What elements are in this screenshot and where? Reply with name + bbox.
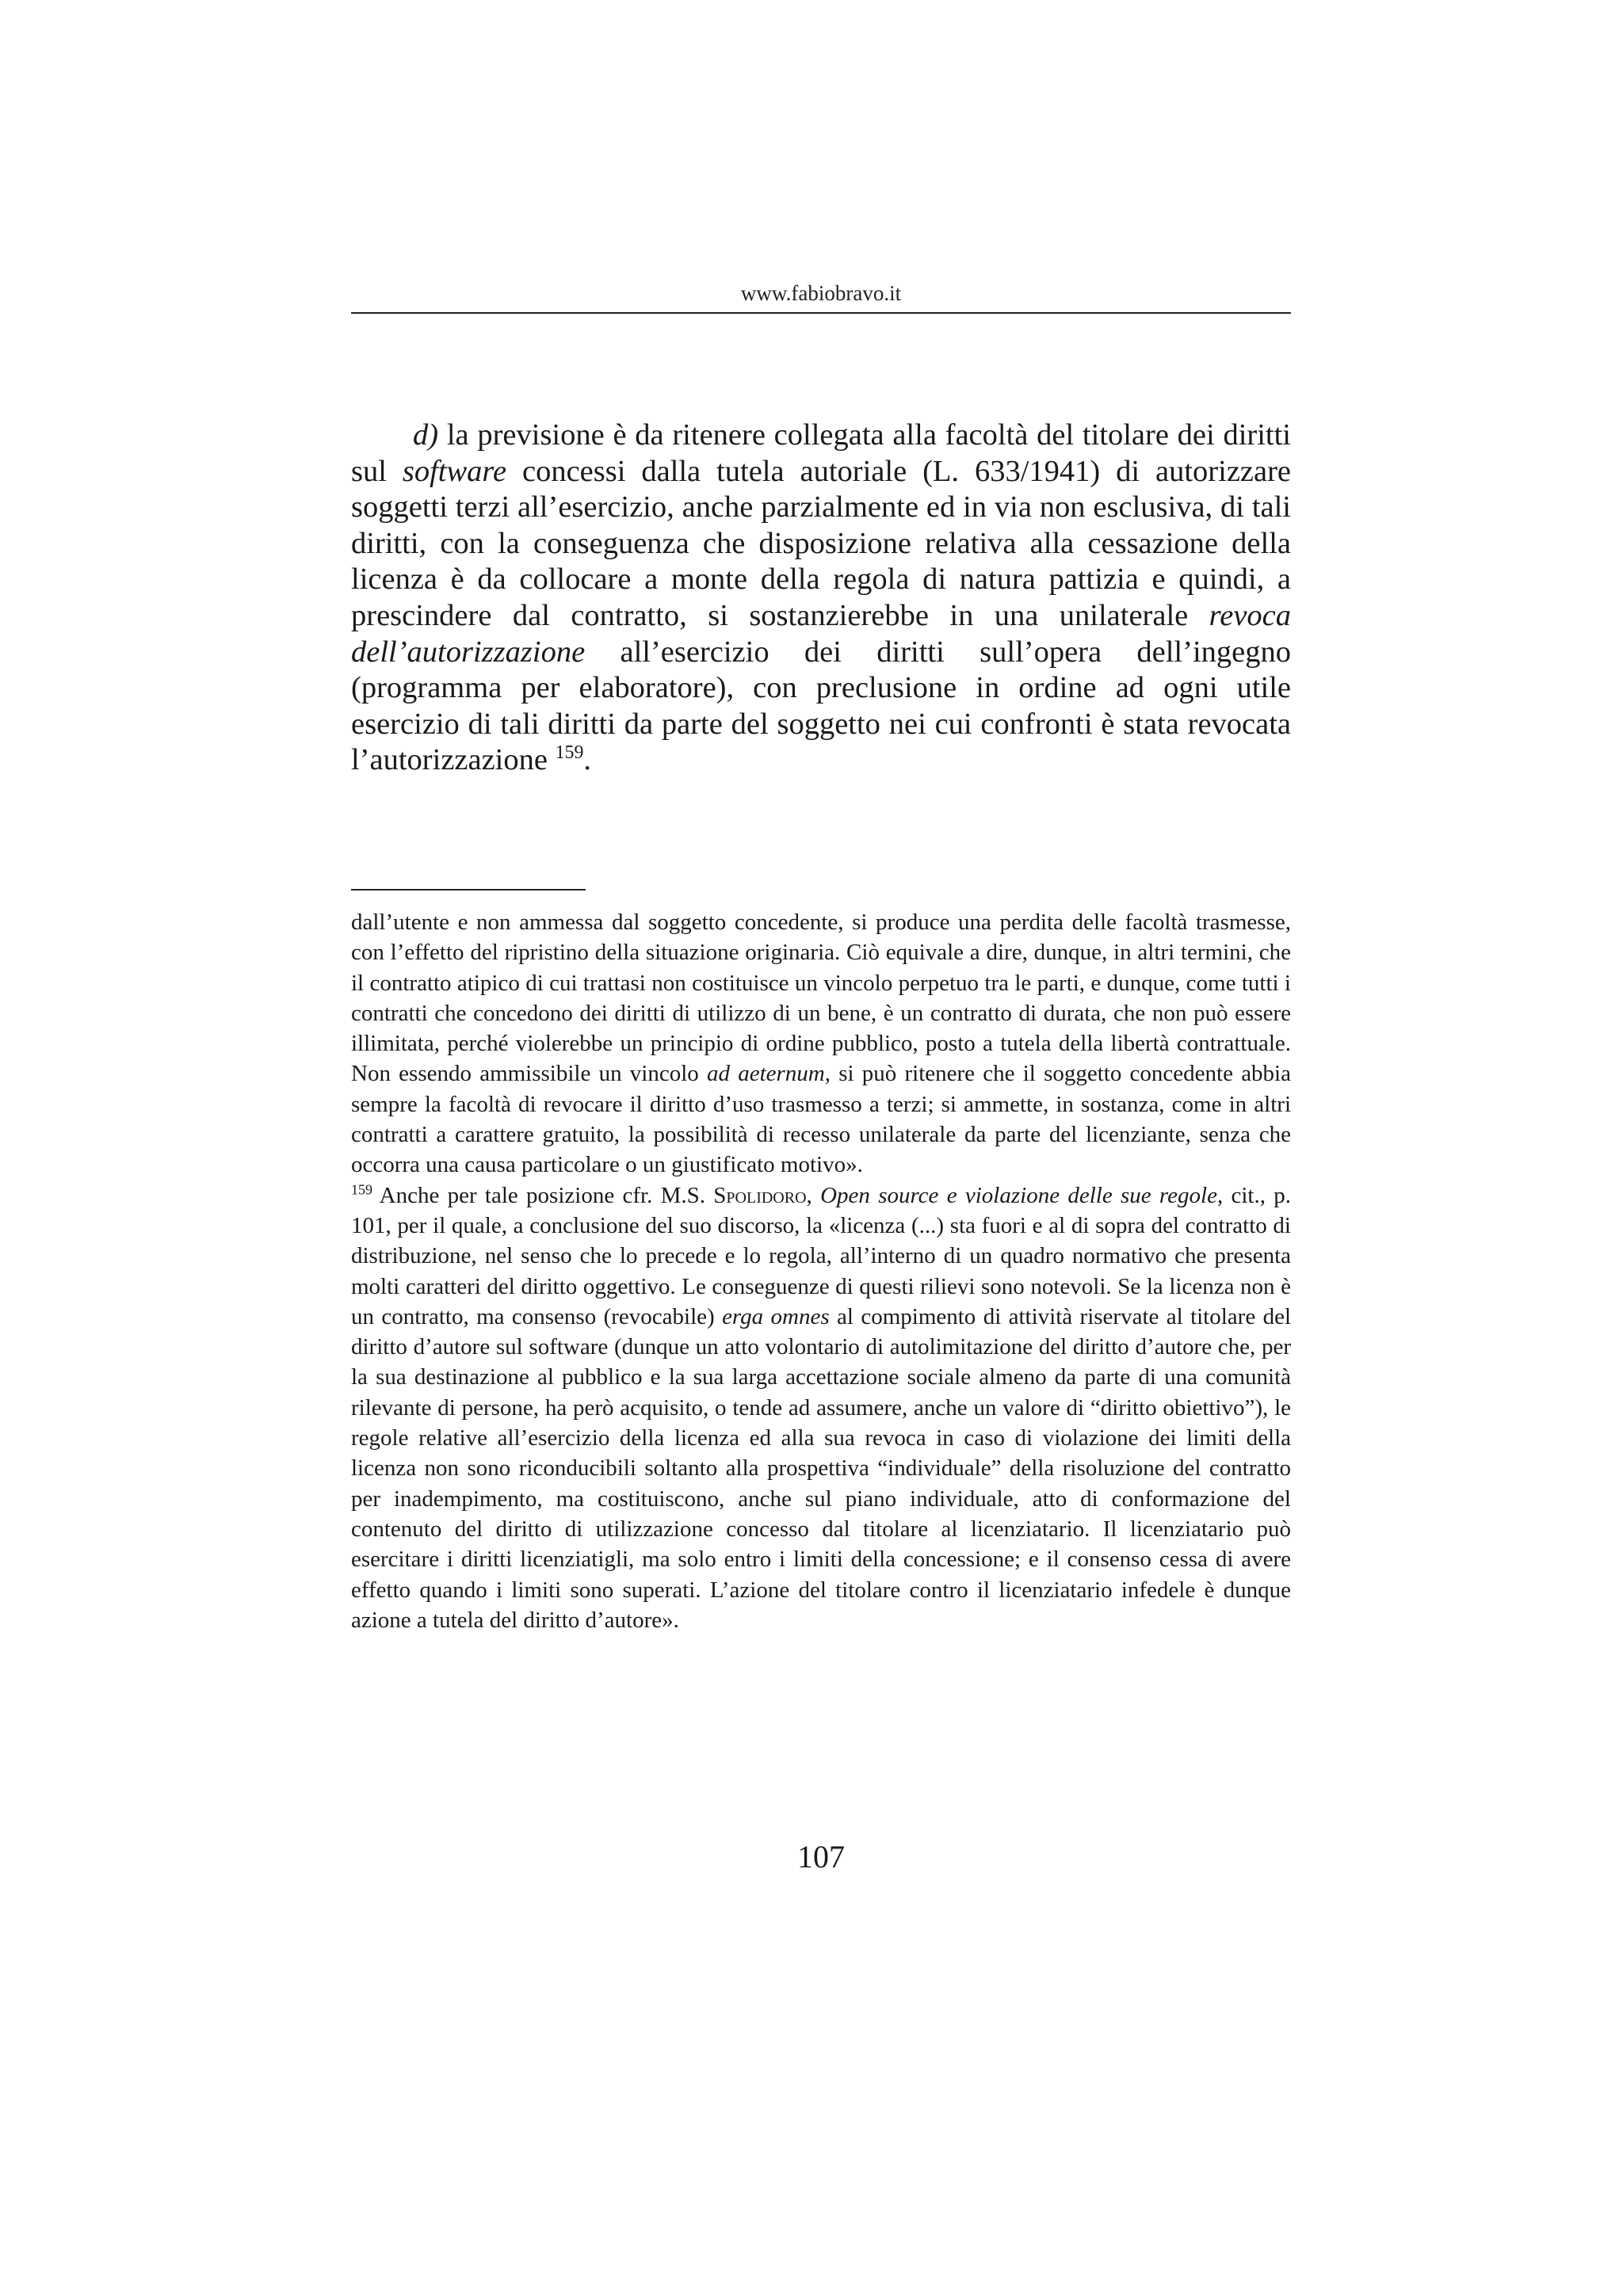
footnote-159-sep: , [806,1182,821,1208]
footnote-159-title: Open source e violazione delle sue regole [820,1182,1217,1208]
footnote-continued-em: ad aeternum [707,1061,825,1087]
main-em-revoca: revoca dell’autorizzazione [351,598,1291,669]
main-em-software: software [402,454,507,488]
footnotes-section [351,907,1291,1635]
main-text-part-3: all’esercizio dei diritti sull’opera dell’ingegno (programma per elaboratore), con preclusione in ordine ad ogni utile esercizio di tali diritti da parte del soggetto nei cui confronti è stata revocata l’autorizzazione [351,635,1291,777]
footnote-divider [351,889,586,891]
footnote-continued-text-b: , si può ritenere che il soggetto concedente abbia sempre la facoltà di revocare il diritto d’uso trasmesso a terzi; si ammette, in sostanza, come in altri contratti a carattere gratuito, la possibilità di recesso unilaterale da parte del licenziante, senza che occorra una causa particolare o un giustificato motivo». [351,1061,1291,1178]
footnote-continued [351,907,1291,1180]
header-divider [351,312,1291,314]
page-number: 107 [797,1839,845,1875]
main-text-part-1: la previsione è da ritenere collegata alla facoltà del titolare dei diritti sul [351,418,1291,488]
main-text-part-2: concessi dalla tutela autoriale (L. 633/1941) di autorizzare soggetti terzi all’esercizio, anche parzialmente ed in via non esclusiva, di tali diritti, con la conseguenza che disposizione relativa alla cessazione della licenza è da collocare a monte della regola di natura pattizia e quindi, a prescindere dal contratto, si sostanzierebbe in una unilaterale [351,454,1291,632]
footnote-continued-text-a: dall’utente e non ammessa dal soggetto concedente, si produce una perdita delle facoltà trasmesse, con l’effetto del ripristino della situazione originaria. Ciò equivale a dire, dunque, in altri termini, che il contratto atipico di cui trattasi non costituisce un vincolo perpetuo tra le parti, e dunque, come tutti i contratti che concedono dei diritti di utilizzo di un bene, è un contratto di durata, che non può essere illimitata, perché violerebbe un principio di ordine pubblico, posto a tutela della libertà contrattuale. Non essendo ammissibile un vincolo [351,910,1291,1087]
main-paragraph [351,418,1291,779]
page-header [351,279,1291,307]
footnote-159-text-a: Anche per tale posizione cfr. M.S. [372,1182,714,1208]
footnote-159-number: 159 [351,1181,372,1198]
footnote-159-author: Spolidoro [713,1182,807,1208]
header-site-url: www.fabiobravo.it [740,281,902,305]
footnote-ref-159[interactable]: 159 [555,742,584,764]
footnote-159-text-c: al compimento di attività riservate al titolare del diritto d’autore sul software (dunque un atto volontario di autolimitazione del diritto d’autore che, per la sua destinazione al pubblico e la sua larga accettazione sociale almeno da parte di una comunità rilevante di persone, ha però acquisito, o tende ad assumere, anche un valore di “diritto obiettivo”), le regole relative all’esercizio della licenza ed alla sua revoca in caso di violazione dei limiti della licenza non sono riconducibili soltanto alla prospettiva “individuale” della risoluzione del contratto per inadempimento, ma costituiscono, anche sul piano individuale, atto di conformazione del contenuto del diritto di utilizzazione concesso dal titolare al licenziatario. Il licenziatario può esercitare i diritti licenziatigli, ma solo entro i limiti della concessione; e il consenso cessa di avere effetto quando i limiti sono superati. L’azione del titolare contro il licenziatario infedele è dunque azione a tutela del diritto d’autore». [351,1303,1292,1633]
item-label: d) [413,418,439,452]
main-text-part-4: . [583,743,592,777]
footnote-159 [351,1180,1291,1635]
footnote-159-em: erga omnes [722,1303,830,1329]
footnote-159-text-b: , cit., p. 101, per il quale, a conclusione del suo discorso, la «licenza (...) sta fuori e al di sopra del contratto di distribuzione, nel senso che lo precede e lo regola, all’interno di un quadro normativo che presenta molti caratteri del diritto oggettivo. Le conseguenze di questi rilievi sono notevoli. Se la licenza non è un contratto, ma consenso (revocabile) [351,1182,1291,1329]
